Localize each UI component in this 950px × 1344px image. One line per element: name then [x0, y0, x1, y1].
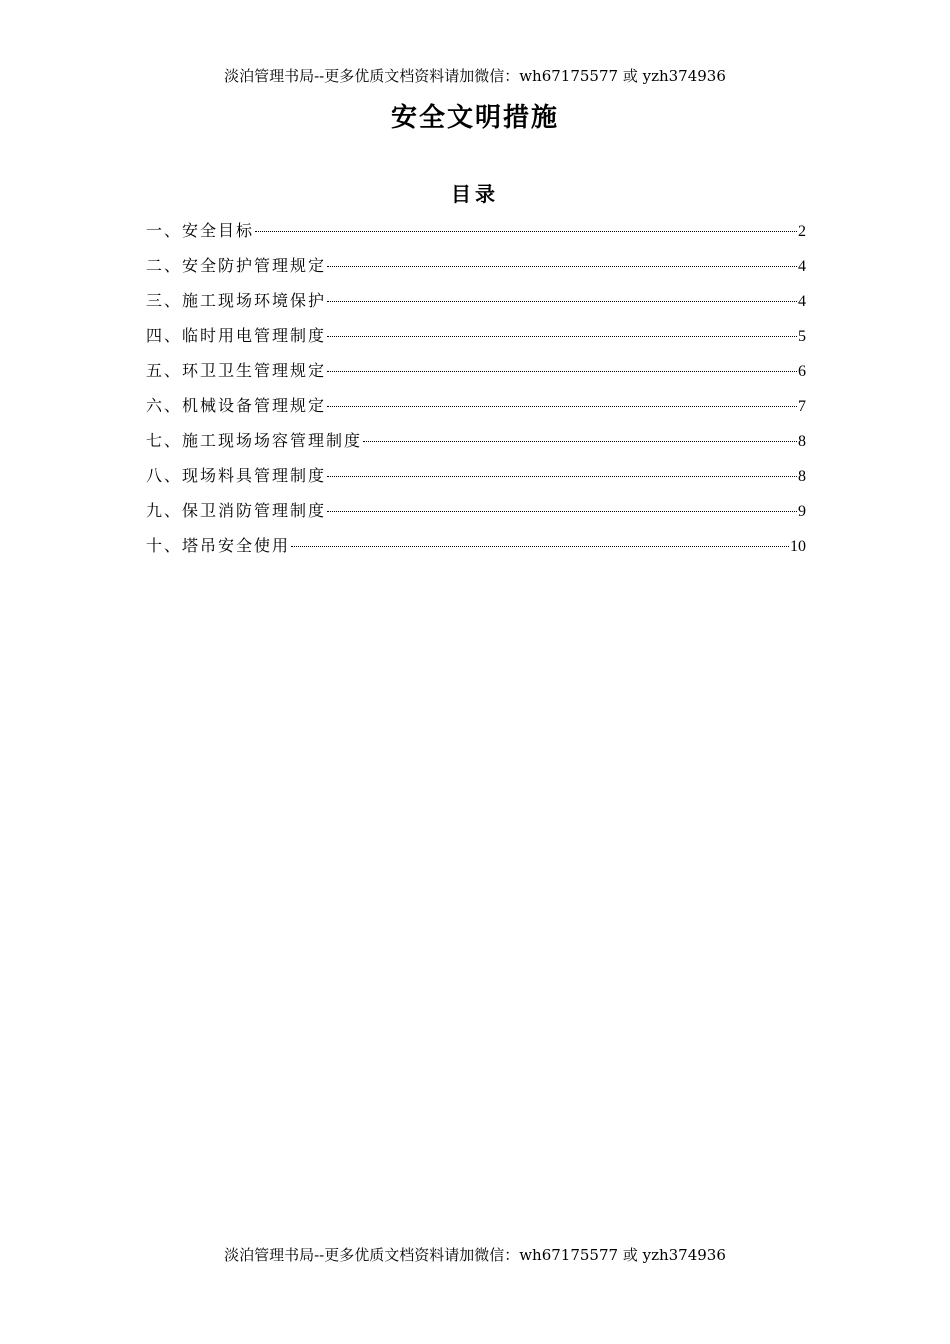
toc-item-label: 七、施工现场场容管理制度: [146, 431, 363, 450]
toc-leader-dots: [291, 546, 789, 547]
toc-item[interactable]: [146, 359, 806, 394]
toc-item[interactable]: [146, 219, 806, 254]
toc-item-label: 五、环卫卫生管理规定: [146, 361, 327, 380]
toc-leader-dots: [327, 476, 797, 477]
toc-item-page: 7: [798, 398, 806, 415]
toc-item-page: 9: [798, 503, 806, 520]
table-of-contents: [146, 219, 806, 569]
toc-leader-dots: [327, 406, 797, 407]
toc-item-page: 5: [798, 328, 806, 345]
toc-item-page: 4: [798, 258, 806, 275]
toc-leader-dots: [363, 441, 797, 442]
toc-item-label: 九、保卫消防管理制度: [146, 501, 327, 520]
toc-item[interactable]: [146, 499, 806, 534]
toc-item-page: 6: [798, 363, 806, 380]
header-note: 淡泊管理书局--更多优质文档资料请加微信：wh67175577 或 yzh374936: [224, 67, 726, 85]
toc-item[interactable]: [146, 534, 806, 569]
toc-leader-dots: [327, 336, 797, 337]
toc-item-page: 8: [798, 433, 806, 450]
toc-leader-dots: [327, 371, 797, 372]
toc-item-page: 2: [798, 223, 806, 240]
toc-item[interactable]: [146, 394, 806, 429]
toc-item-label: 二、安全防护管理规定: [146, 256, 327, 275]
toc-item[interactable]: [146, 324, 806, 359]
toc-item-page: 10: [790, 538, 806, 555]
toc-leader-dots: [327, 266, 797, 267]
toc-leader-dots: [255, 231, 797, 232]
toc-item-page: 8: [798, 468, 806, 485]
toc-item-label: 八、现场料具管理制度: [146, 466, 327, 485]
toc-leader-dots: [327, 511, 797, 512]
toc-leader-dots: [327, 301, 797, 302]
toc-item-label: 三、施工现场环境保护: [146, 291, 327, 310]
toc-heading: 目录: [451, 182, 499, 206]
toc-item-label: 四、临时用电管理制度: [146, 326, 327, 345]
toc-item[interactable]: [146, 254, 806, 289]
toc-item-label: 十、塔吊安全使用: [146, 536, 291, 555]
toc-item[interactable]: [146, 429, 806, 464]
toc-item[interactable]: [146, 464, 806, 499]
toc-item-label: 一、安全目标: [146, 221, 255, 240]
toc-item-page: 4: [798, 293, 806, 310]
document-title: 安全文明措施: [390, 103, 559, 133]
toc-item-label: 六、机械设备管理规定: [146, 396, 327, 415]
toc-item[interactable]: [146, 289, 806, 324]
footer-note: 淡泊管理书局--更多优质文档资料请加微信：wh67175577 或 yzh374936: [224, 1246, 726, 1264]
